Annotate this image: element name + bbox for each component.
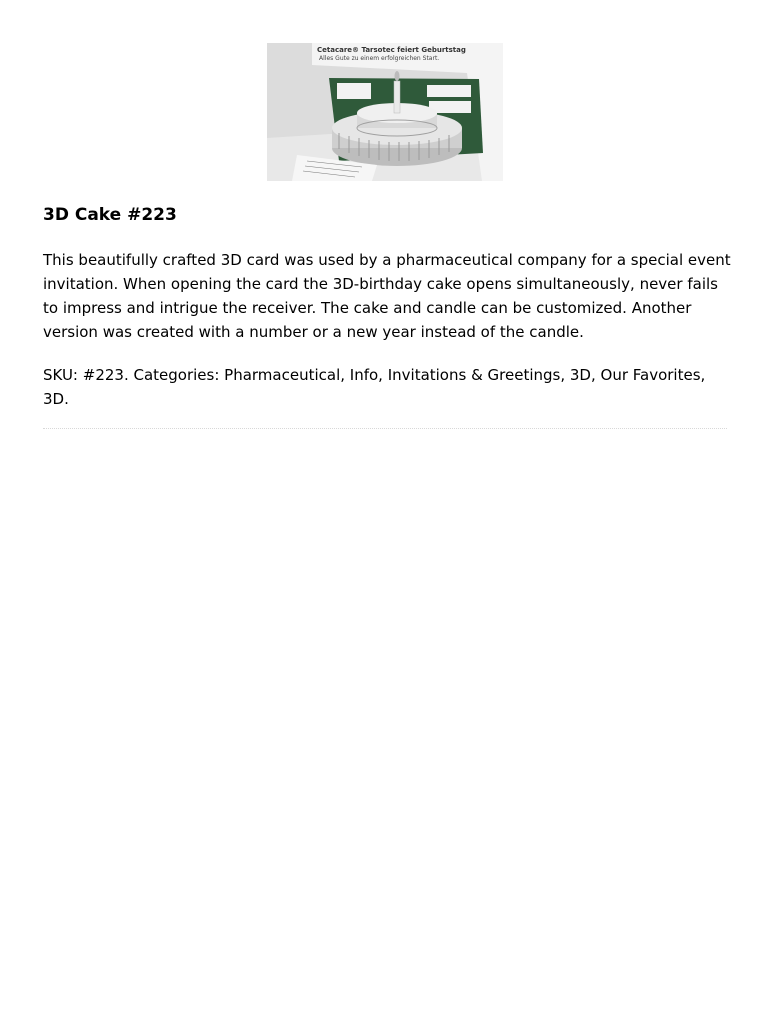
product-image[interactable]: [267, 43, 503, 181]
divider: [43, 428, 727, 429]
product-meta: SKU: #223. Categories: Pharmaceutical, Info, Invitations & Greetings, 3D, Our Favorites, 3D.: [43, 366, 706, 408]
image-card-title: Cetacare® Tarsotec feiert Geburtstag: [317, 46, 466, 54]
image-card-subtitle: Alles Gute zu einem erfolgreichen Start.: [319, 55, 440, 62]
product-description: This beautifully crafted 3D card was used by a pharmaceutical company for a special event invitation. When opening the card the 3D-birthday cake opens simultaneously, never fails to impress and intrigue the receiver. The cake and candle can be customized. Another version was created with a number or a new year instead of the candle.: [43, 251, 731, 341]
product-title: 3D Cake #223: [43, 205, 177, 225]
